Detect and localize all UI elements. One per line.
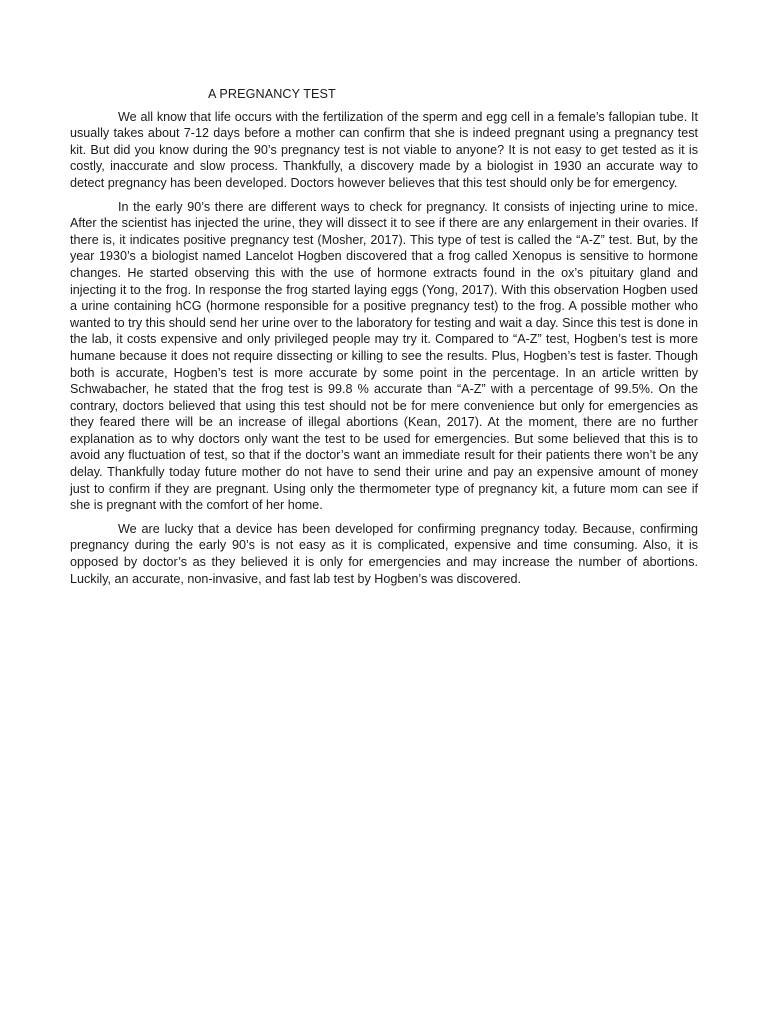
- paragraph-conclusion: We are lucky that a device has been developed for confirming pregnancy today. Because, confirming pregnancy during the early 90’s is not easy as it is complicated, expensive and time consuming. Also, it is opposed by doctor’s as they believed it is only for emergencies and may increase the number of abortions. Luckily, an accurate, non-invasive, and fast lab test by Hogben’s was discovered.: [70, 521, 698, 586]
- paragraph-body: In the early 90’s there are different ways to check for pregnancy. It consists of injecting urine to mice. After the scientist has injected the urine, they will dissect it to see if there are any enlargement in their ovaries. If there is, it indicates positive pregnancy test (Mosher, 2017). This type of test is called the “A-Z” test. But, by the year 1930’s a biologist named Lancelot Hogben discovered that a frog called Xenopus is sensitive to hormone changes. He started observing this with the use of hormone extracts found in the ox’s pituitary gland and injecting it to the frog. In response the frog started laying eggs (Yong, 2017). With this observation Hogben used a urine containing hCG (hormone responsible for a positive pregnancy test) to the frog. A possible mother who wanted to try this should send her urine over to the laboratory for testing and wait a day. Since this test is done in the lab, it costs expensive and only privileged people may try it. Compared to “A-Z” test, Hogben’s test is more humane because it does not require dissecting or killing to see the results. Plus, Hogben’s test is faster. Though both is accurate, Hogben’s test is more accurate by some point in the percentage. In an article written by Schwabacher, he stated that the frog test is 99.8 % accurate than “A-Z” with a percentage of 99.5%. On the contrary, doctors believed that using this test should not be for mere convenience but only for emergencies as they feared there will be an increase of illegal abortions (Kean, 2017). At the moment, there are no further explanation as to why doctors only want the test to be used for emergencies. But some believed that this is to avoid any fluctuation of test, so that if the doctor’s want an immediate result for their patients there won’t be any delay. Thankfully today future mother do not have to send their urine and pay an expensive amount of money just to confirm if they are pregnant. Using only the thermometer type of pregnancy kit, a future mom can see if she is pregnant with the comfort of her home.: [70, 199, 698, 513]
- document-title: A PREGNANCY TEST: [208, 87, 336, 101]
- paragraph-intro: We all know that life occurs with the fertilization of the sperm and egg cell in a female’s fallopian tube. It usually takes about 7-12 days before a mother can confirm that she is indeed pregnant using a pregnancy test kit. But did you know during the 90’s pregnancy test is not viable to anyone? It is not easy to get tested as it is costly, inaccurate and slow process. Thankfully, a discovery made by a biologist in 1930 an accurate way to detect pregnancy has been developed. Doctors however believes that this test should only be for emergency.: [70, 109, 698, 190]
- document-page: [70, 86, 698, 594]
